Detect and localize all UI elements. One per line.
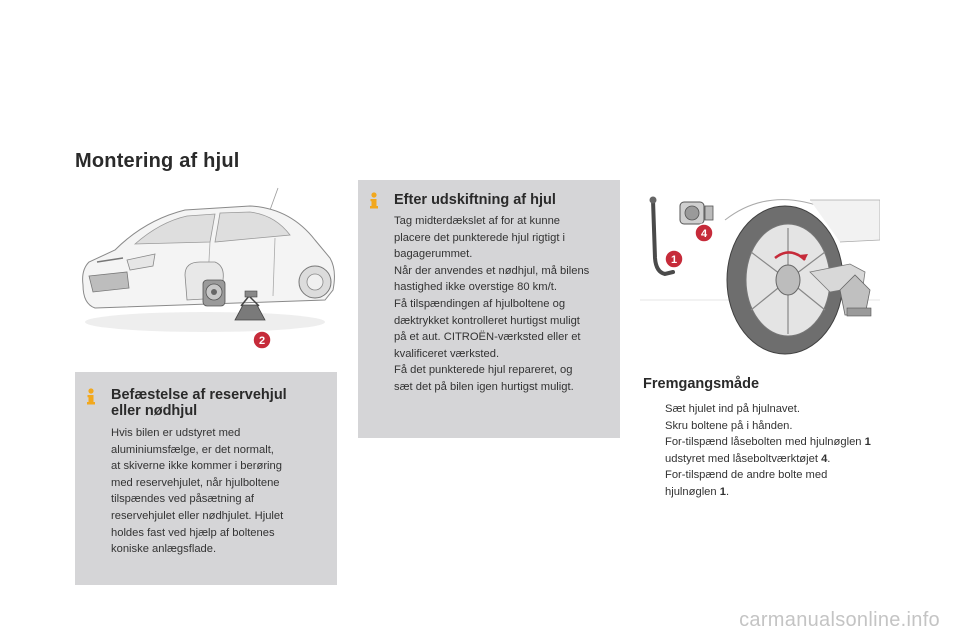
callout-badge-1 <box>663 248 685 270</box>
wheel-bolt-illustration <box>625 180 880 360</box>
list-item: Sæt hjulet ind på hjulnavet. <box>665 403 800 415</box>
callout-badge-2 <box>251 329 273 351</box>
after-wheel-change-panel <box>358 180 620 438</box>
after-change-heading: Efter udskiftning af hjul <box>394 192 556 208</box>
car-jack-illustration <box>75 180 345 360</box>
after-change-text: Tag midterdækslet af for at kunne placere det punkterede hjul rigtigt i bagagerummet. Når der anvendes et nødhjul, må bilens hastighed ikke overstige 80 km/t. Få tilspændingen af hjulboltene og dæktrykket kontrolleret hurtigst muligt på et aut. CITROËN-værksted eller et kvalificeret værksted. Få det punkterede hjul repareret, og sæt det på bilen igen hurtigst muligt. <box>394 215 590 393</box>
svg-text:4: 4 <box>700 228 708 240</box>
list-item: Skru boltene på i hånden. <box>665 419 793 432</box>
procedure-steps <box>643 401 903 501</box>
info-icon <box>367 192 381 209</box>
fastening-text: Hvis bilen er udstyret med aluminiumsfælge, er det normalt, at skiverne ikke kommer i berøring med reservehjulet, når hjulboltene tilspændes ved påsætning af reservehjulet eller nødhjulet. Hjulet holdes fast ved hjælp af boltenes koniske anlægsflade. <box>111 427 284 556</box>
list-item: For-tilspænd de andre bolte med hjulnøglen 1. <box>665 469 828 498</box>
procedure-heading: Fremgangsmåde <box>643 376 760 392</box>
info-icon <box>84 388 98 405</box>
callout-badge-4 <box>693 222 715 244</box>
svg-text:1: 1 <box>670 254 678 266</box>
spare-wheel-fastening-panel <box>75 372 337 585</box>
watermark: carmanualsonline.info <box>739 609 940 631</box>
fastening-heading: Befæstelse af reservehjul eller nødhjul <box>111 387 287 419</box>
list-item: For-tilspænd låsebolten med hjulnøglen 1 udstyret med låseboltværktøjet 4. <box>665 436 871 465</box>
svg-text:2: 2 <box>258 335 266 347</box>
page-title: Montering af hjul <box>75 150 240 172</box>
